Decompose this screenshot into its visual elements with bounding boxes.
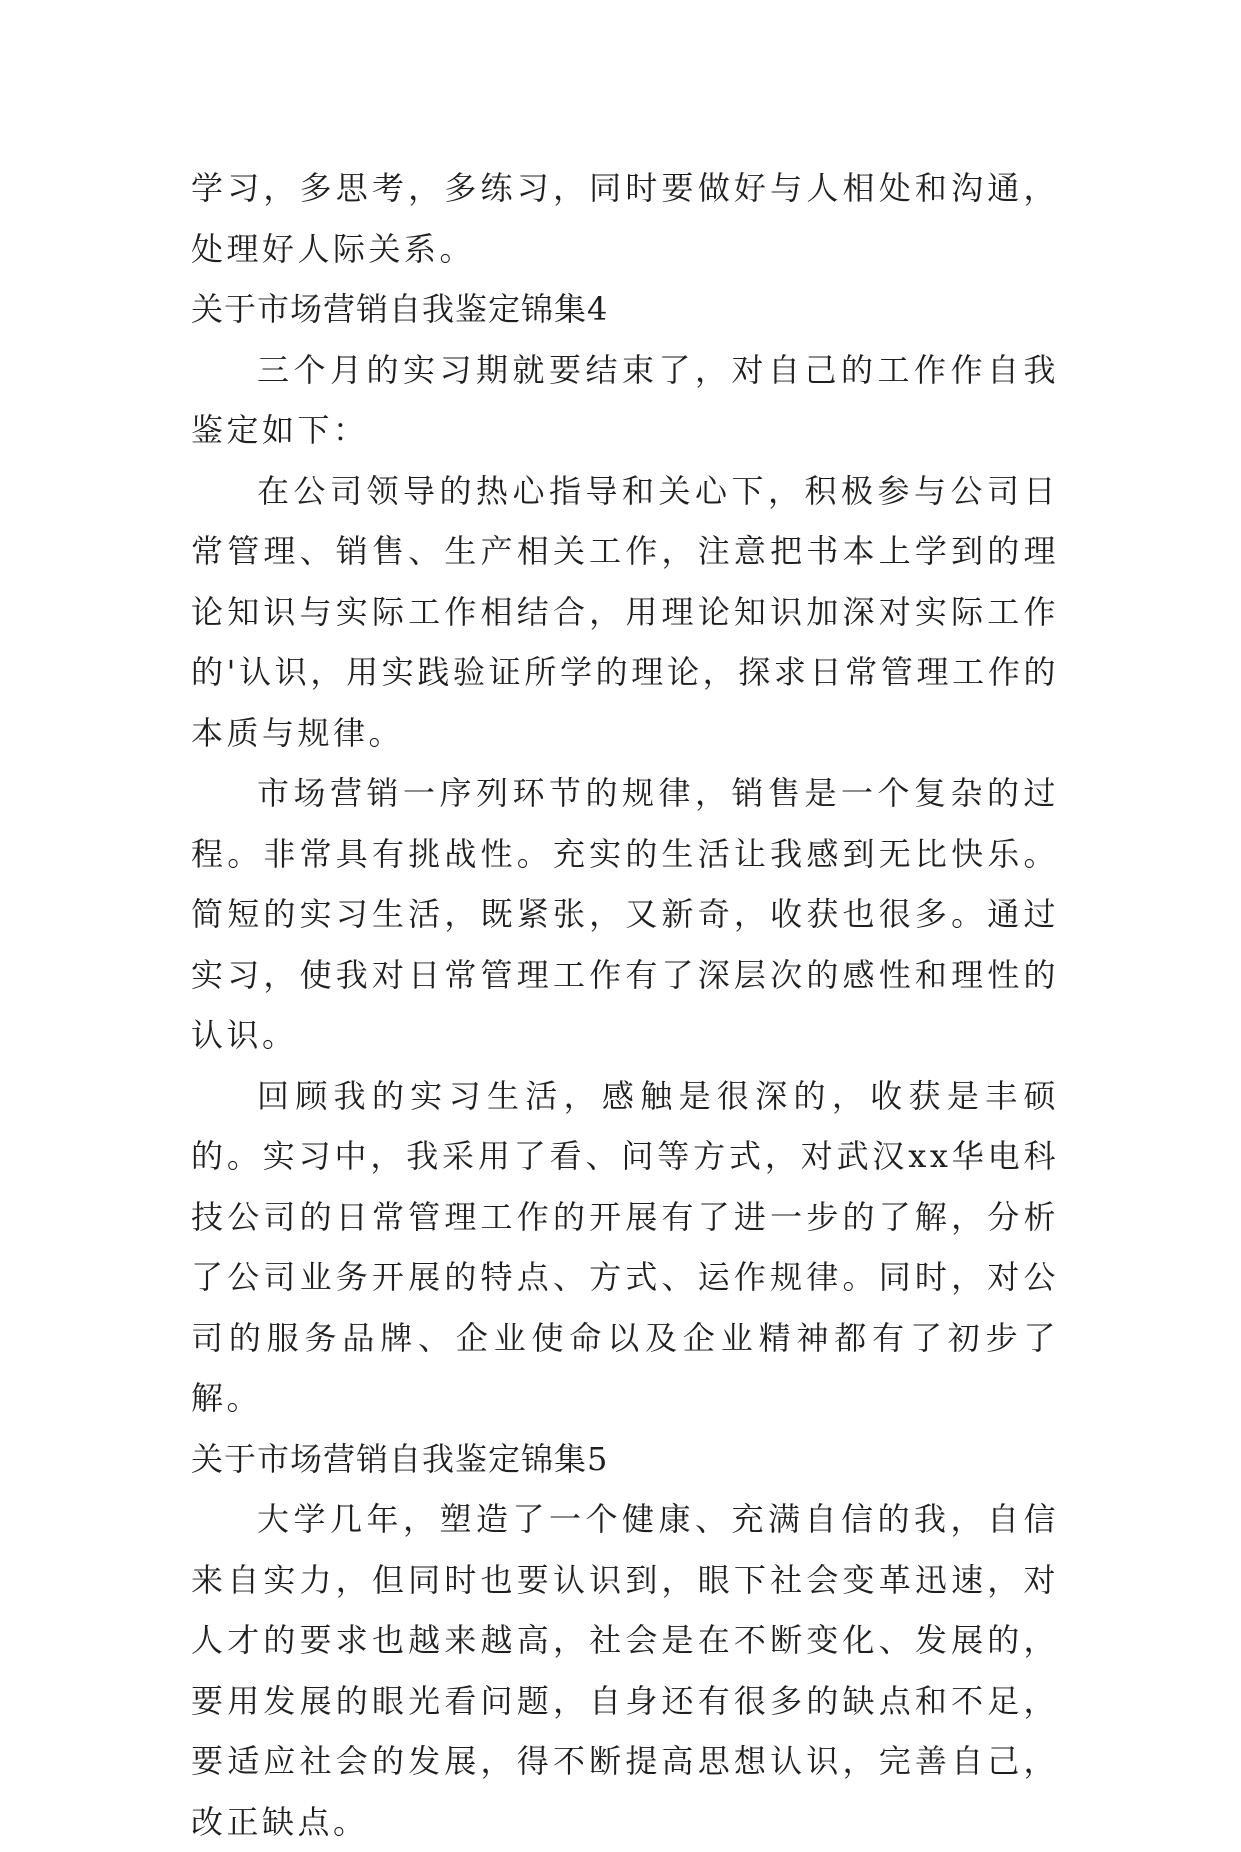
section-heading-4: 关于市场营销自我鉴定锦集4 [191,290,609,328]
paragraph-intro: 三个月的实习期就要结束了，对自己的工作作自我鉴定如下： [191,350,1059,449]
paragraph-continuation: 学习，多思考，多练习，同时要做好与人相处和沟通，处理好人际关系。 [191,169,1059,268]
paragraph-marketing: 市场营销一序列环节的规律，销售是一个复杂的过程。非常具有挑战性。充实的生活让我感到无比快乐。简短的实习生活，既紧张，又新奇，收获也很多。通过实习，使我对日常管理工作有了深层次的感性和理性的认识。 [191,774,1059,1054]
paragraph-review: 回顾我的实习生活，感触是很深的，收获是丰硕的。实习中，我采用了看、问等方式，对武汉xx华电科技公司的日常管理工作的开展有了进一步的了解，分析了公司业务开展的特点、方式、运作规律。同时，对公司的服务品牌、企业使命以及企业精神都有了初步了解。 [191,1076,1059,1417]
section-heading-5: 关于市场营销自我鉴定锦集5 [191,1439,609,1478]
paragraph-guidance: 在公司领导的热心指导和关心下，积极参与公司日常管理、销售、生产相关工作，注意把书本上学到的理论知识与实际工作相结合，用理论知识加深对实际工作的'认识，用实践验证所学的理论，探求日常管理工作的本质与规律。 [191,471,1059,752]
document-body [191,158,1059,1852]
paragraph-university: 大学几年，塑造了一个健康、充满自信的我，自信来自实力，但同时也要认识到，眼下社会变革迅速，对人才的要求也越来越高，社会是在不断变化、发展的，要用发展的眼光看问题，自身还有很多的缺点和不足，要适应社会的发展，得不断提高思想认识，完善自己，改正缺点。 [191,1500,1059,1841]
